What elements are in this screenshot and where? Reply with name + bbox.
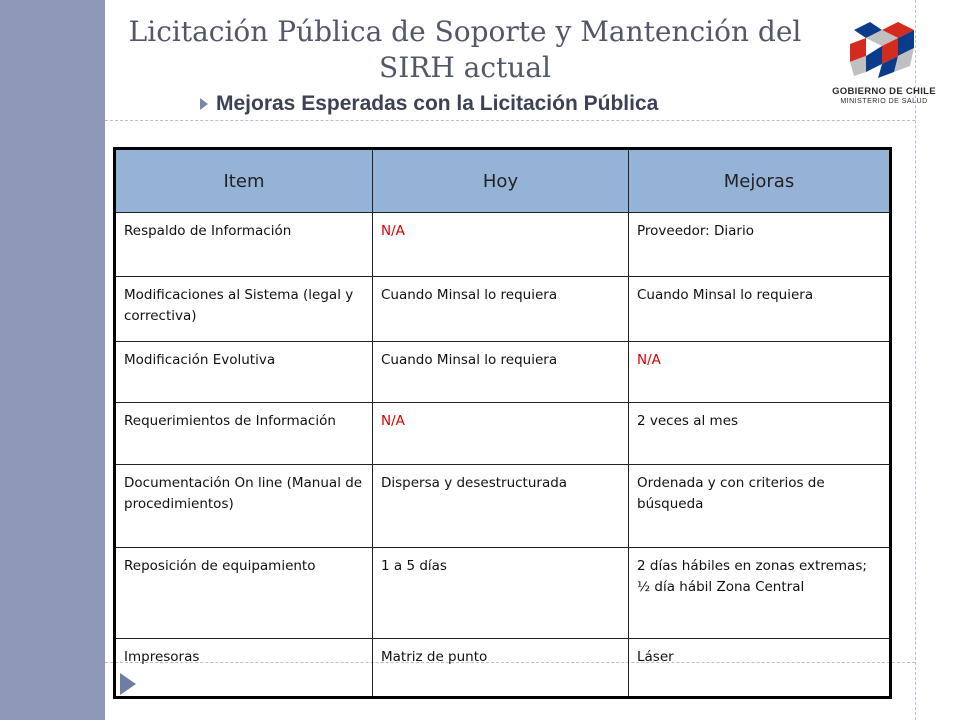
cell-item: Respaldo de Información	[115, 213, 373, 277]
cell-item: Reposición de equipamiento	[115, 548, 373, 639]
column-header-hoy: Hoy	[373, 149, 629, 213]
cell-hoy: Cuando Minsal lo requiera	[373, 342, 629, 402]
cell-mejoras: Ordenada y con criterios de búsqueda	[629, 464, 891, 548]
cell-item: Modificaciones al Sistema (legal y correctiva)	[115, 277, 373, 342]
slide-subtitle	[200, 92, 658, 116]
table-row	[115, 342, 891, 402]
table-row	[115, 213, 891, 277]
cell-hoy: N/A	[373, 213, 629, 277]
cell-mejoras: N/A	[629, 342, 891, 402]
cell-item: Impresoras	[115, 638, 373, 697]
cell-mejoras: 2 veces al mes	[629, 402, 891, 464]
cell-mejoras: Cuando Minsal lo requiera	[629, 277, 891, 342]
logo-text-ministerio: MINISTERIO DE SALUD	[840, 98, 928, 105]
subtitle-text: Mejoras Esperadas con la Licitación Pública	[216, 92, 659, 115]
table-row	[115, 464, 891, 548]
cell-mejoras: Láser	[629, 638, 891, 697]
column-header-mejoras: Mejoras	[629, 149, 891, 213]
next-slide-arrow-icon[interactable]	[120, 673, 136, 695]
left-sidebar-band	[0, 0, 105, 720]
cell-mejoras: 2 días hábiles en zonas extremas; ½ día hábil Zona Central	[629, 548, 891, 639]
table-row	[115, 277, 891, 342]
cell-item: Documentación On line (Manual de procedimientos)	[115, 464, 373, 548]
logo-text-gobierno: GOBIERNO DE CHILE	[832, 86, 936, 97]
gobierno-de-chile-logo	[826, 12, 942, 112]
cell-hoy: N/A	[373, 402, 629, 464]
table-row	[115, 638, 891, 697]
improvements-table	[113, 147, 892, 699]
cell-hoy: 1 a 5 días	[373, 548, 629, 639]
bullet-arrow-icon	[200, 98, 208, 110]
column-header-item: Item	[115, 149, 373, 213]
cell-hoy: Matriz de punto	[373, 638, 629, 697]
cell-hoy: Cuando Minsal lo requiera	[373, 277, 629, 342]
table-header-row	[115, 149, 891, 213]
cell-mejoras: Proveedor: Diario	[629, 213, 891, 277]
slide-title: Licitación Pública de Soporte y Mantención del SIRH actual	[128, 15, 802, 84]
cell-item: Modificación Evolutiva	[115, 342, 373, 402]
cell-item: Requerimientos de Información	[115, 402, 373, 464]
divider-top	[105, 120, 915, 121]
cell-hoy: Dispersa y desestructurada	[373, 464, 629, 548]
table-row	[115, 402, 891, 464]
table-row	[115, 548, 891, 639]
